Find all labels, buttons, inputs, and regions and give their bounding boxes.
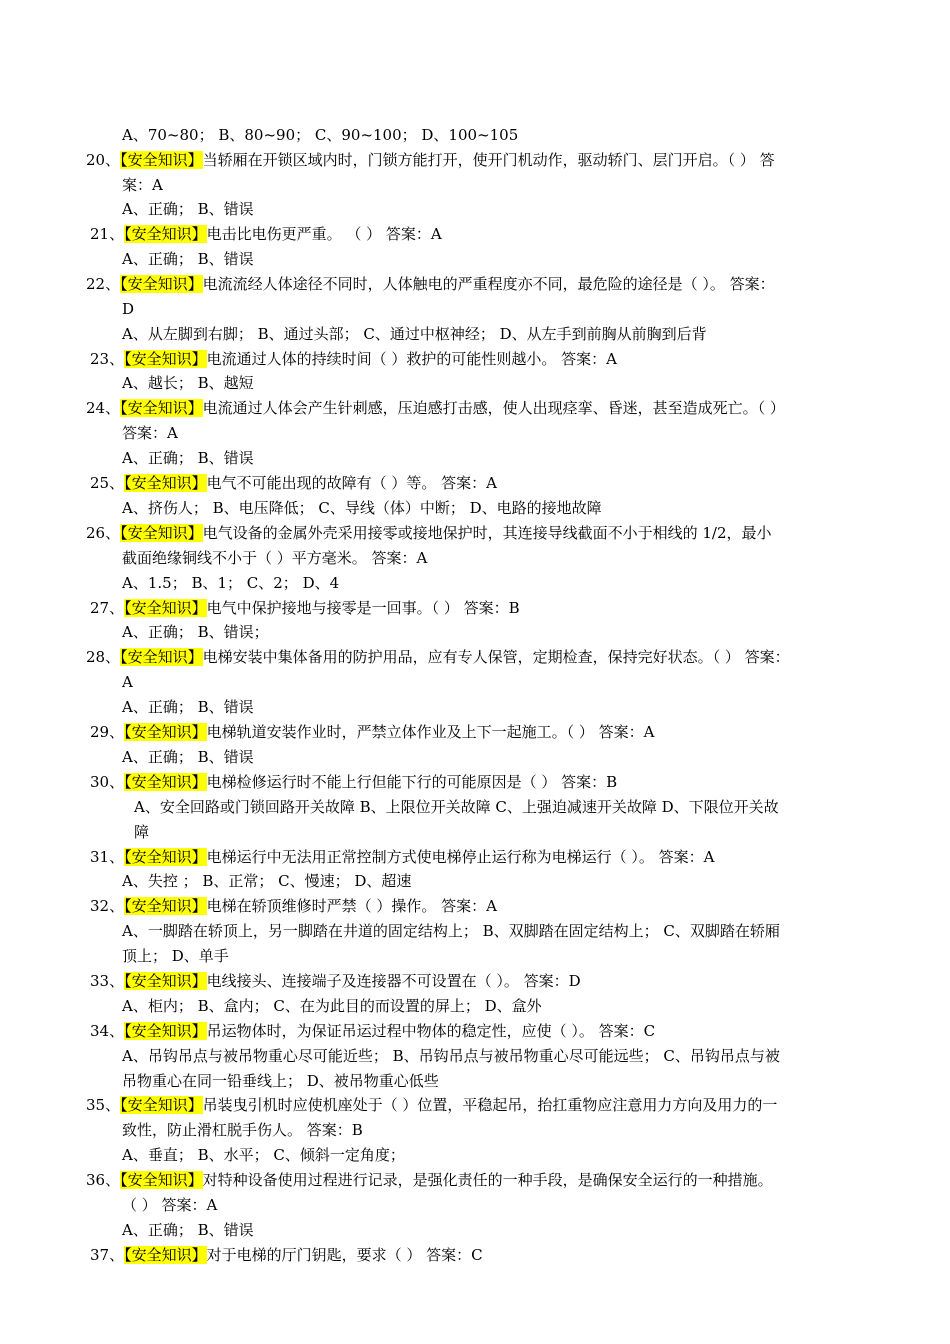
text-segment: （ ） 答案：A — [122, 1196, 218, 1214]
text-line — [122, 371, 254, 395]
text-segment: 电流流经人体途径不同时，人体触电的严重程度亦不同，最危险的途径是（ ）。 答案： — [202, 275, 775, 293]
text-segment: 吊运物体时，为保证吊运过程中物体的稳定性，应使（ ）。 答案：C — [206, 1022, 656, 1040]
text-segment: 24、 — [86, 399, 121, 417]
text-segment: 20、 — [86, 151, 121, 169]
category-tag: 【安全知识】 — [124, 897, 207, 915]
text-line — [90, 1243, 483, 1267]
text-line — [122, 421, 178, 445]
text-line — [122, 919, 780, 943]
text-segment: A、挤伤人； B、电压降低； C、导线（体）中断； D、电路的接地故障 — [122, 499, 602, 517]
text-segment: A、正确； B、错误 — [122, 698, 254, 716]
text-line — [122, 620, 269, 644]
text-line — [122, 1069, 439, 1093]
text-segment: A、正确； B、错误； — [122, 623, 269, 641]
text-segment: 27、 — [90, 599, 125, 617]
text-line — [86, 1168, 773, 1192]
text-segment: A、1.5； B、1； C、2； D、4 — [122, 574, 340, 592]
text-line — [122, 1143, 405, 1167]
text-line — [122, 670, 133, 694]
category-tag: 【安全知识】 — [124, 474, 207, 492]
text-line — [86, 1093, 777, 1117]
text-segment: 对于电梯的厅门钥匙，要求（ ） 答案：C — [206, 1246, 483, 1264]
text-line — [86, 148, 775, 172]
text-segment: A、正确； B、错误 — [122, 449, 254, 467]
text-line — [122, 546, 427, 570]
category-tag: 【安全知识】 — [120, 524, 203, 542]
text-segment: 22、 — [86, 275, 121, 293]
text-segment: 电梯安装中集体备用的防护用品，应有专人保管，定期检查，保持完好状态。（ ） 答案： — [202, 648, 790, 666]
category-tag: 【安全知识】 — [124, 773, 207, 791]
text-segment: 电梯运行中无法用正常控制方式使电梯停止运行称为电梯运行（ ）。 答案：A — [206, 848, 715, 866]
text-line — [90, 894, 497, 918]
text-segment: 当轿厢在开锁区域内时，门锁方能打开，使开门机动作，驱动轿门、层门开启。（ ） 答 — [202, 151, 775, 169]
text-segment: 电气中保护接地与接零是一回事。（ ） 答案：B — [206, 599, 520, 617]
text-segment: A、正确； B、错误 — [122, 748, 254, 766]
text-line — [134, 795, 779, 819]
category-tag: 【安全知识】 — [124, 225, 207, 243]
text-segment: 26、 — [86, 524, 121, 542]
text-line — [122, 869, 411, 893]
text-segment: 36、 — [86, 1171, 121, 1189]
text-segment: A、垂直； B、水平； C、倾斜一定角度； — [122, 1146, 405, 1164]
text-line — [122, 496, 602, 520]
text-line — [90, 471, 497, 495]
text-line — [90, 222, 442, 246]
text-line — [90, 770, 617, 794]
category-tag: 【安全知识】 — [120, 275, 203, 293]
text-line — [122, 322, 707, 346]
text-line — [90, 720, 654, 744]
text-line — [122, 944, 229, 968]
text-segment: 32、 — [90, 897, 125, 915]
text-segment: 电流通过人体会产生针刺感，压迫感打击感，使人出现痉挛、昏迷，甚至造成死亡。（ ） — [202, 399, 785, 417]
text-segment: 吊装曳引机时应使机座处于（ ）位置，平稳起吊，抬扛重物应注意用力方向及用力的一 — [202, 1096, 778, 1114]
text-segment: 31、 — [90, 848, 125, 866]
text-segment: 28、 — [86, 648, 121, 666]
text-segment: 23、 — [90, 350, 125, 368]
text-line — [122, 994, 542, 1018]
text-segment: 致性，防止滑杠脱手伤人。 答案：B — [122, 1121, 363, 1139]
text-segment: A、正确； B、错误 — [122, 250, 254, 268]
text-line — [90, 969, 581, 993]
text-segment: 案：A — [122, 176, 163, 194]
text-segment: 电线接头、连接端子及连接器不可设置在（ ）。 答案：D — [206, 972, 581, 990]
text-segment: 截面绝缘铜线不小于（ ）平方毫米。 答案：A — [122, 549, 428, 567]
text-segment: 顶上； D、单手 — [122, 947, 229, 965]
text-segment: 电梯轨道安装作业时，严禁立体作业及上下一起施工。（ ） 答案：A — [206, 723, 655, 741]
text-line — [122, 173, 163, 197]
text-segment: A、70~80； B、80~90； C、90~100； D、100~105 — [122, 126, 519, 144]
text-segment: A、从左脚到右脚； B、通过头部； C、通过中枢神经； D、从左手到前胸从前胸到后背 — [122, 325, 707, 343]
text-line — [122, 247, 254, 271]
text-segment: 答案：A — [122, 424, 178, 442]
text-line — [86, 645, 790, 669]
text-segment: 电梯在轿顶维修时严禁（ ）操作。 答案：A — [206, 897, 497, 915]
text-segment: A、柜内； B、盒内； C、在为此目的而设置的屏上； D、盒外 — [122, 997, 542, 1015]
text-segment: A、越长； B、越短 — [122, 374, 254, 392]
text-line — [122, 695, 254, 719]
text-segment: 37、 — [90, 1246, 125, 1264]
category-tag: 【安全知识】 — [120, 648, 203, 666]
category-tag: 【安全知识】 — [124, 972, 207, 990]
text-segment: 电气不可能出现的故障有（ ）等。 答案：A — [206, 474, 497, 492]
text-line — [90, 347, 617, 371]
text-segment: 34、 — [90, 1022, 125, 1040]
category-tag: 【安全知识】 — [124, 848, 207, 866]
text-segment: A、正确； B、错误 — [122, 200, 254, 218]
text-segment: 吊物重心在同一铅垂线上； D、被吊物重心低些 — [122, 1072, 439, 1090]
category-tag: 【安全知识】 — [120, 1096, 203, 1114]
text-line — [90, 845, 714, 869]
text-segment: 对特种设备使用过程进行记录，是强化责任的一种手段，是确保安全运行的一种措施。 — [202, 1171, 773, 1189]
text-line — [90, 596, 520, 620]
text-segment: A、正确； B、错误 — [122, 1221, 254, 1239]
text-segment: 电击比电伤更严重。 （ ） 答案：A — [206, 225, 442, 243]
text-line — [90, 1019, 655, 1043]
category-tag: 【安全知识】 — [124, 723, 207, 741]
text-segment: 障 — [134, 823, 150, 841]
text-line — [122, 123, 518, 147]
text-line — [122, 745, 254, 769]
text-segment: 21、 — [90, 225, 125, 243]
text-line — [86, 272, 775, 296]
text-segment: 电梯检修运行时不能上行但能下行的可能原因是（ ） 答案：B — [206, 773, 618, 791]
category-tag: 【安全知识】 — [120, 399, 203, 417]
text-segment: A、一脚踏在轿顶上，另一脚踏在井道的固定结构上； B、双脚踏在固定结构上； C、双脚踏在轿厢 — [122, 922, 780, 940]
text-segment: 电流通过人体的持续时间（ ）救护的可能性则越小。 答案：A — [206, 350, 617, 368]
text-line — [122, 1118, 363, 1142]
text-segment: 25、 — [90, 474, 125, 492]
text-segment: 35、 — [86, 1096, 121, 1114]
text-line — [122, 446, 254, 470]
text-line — [122, 297, 134, 321]
text-segment: A、安全回路或门锁回路开关故障 B、上限位开关故障 C、上强迫减速开关故障 D、下限位开关故 — [134, 798, 779, 816]
category-tag: 【安全知识】 — [124, 1022, 207, 1040]
text-line — [122, 571, 339, 595]
text-segment: 电气设备的金属外壳采用接零或接地保护时，其连接导线截面不小于相线的 1/2，最小 — [202, 524, 772, 542]
text-segment: A、失控 ； B、正常； C、慢速； D、超速 — [122, 872, 412, 890]
text-segment: 33、 — [90, 972, 125, 990]
text-line — [86, 521, 772, 545]
text-line — [122, 197, 254, 221]
text-segment: 29、 — [90, 723, 125, 741]
text-line — [122, 1044, 780, 1068]
text-segment: D — [122, 300, 135, 318]
text-line — [86, 396, 785, 420]
category-tag: 【安全知识】 — [120, 1171, 203, 1189]
category-tag: 【安全知识】 — [124, 350, 207, 368]
category-tag: 【安全知识】 — [124, 1246, 207, 1264]
text-line — [122, 1193, 217, 1217]
text-segment: A — [122, 673, 133, 691]
text-segment: A、吊钩吊点与被吊物重心尽可能近些； B、吊钩吊点与被吊物重心尽可能远些； C、吊钩吊点与被 — [122, 1047, 780, 1065]
category-tag: 【安全知识】 — [120, 151, 203, 169]
category-tag: 【安全知识】 — [124, 599, 207, 617]
text-line — [122, 1218, 254, 1242]
text-line — [134, 820, 149, 844]
text-segment: 30、 — [90, 773, 125, 791]
